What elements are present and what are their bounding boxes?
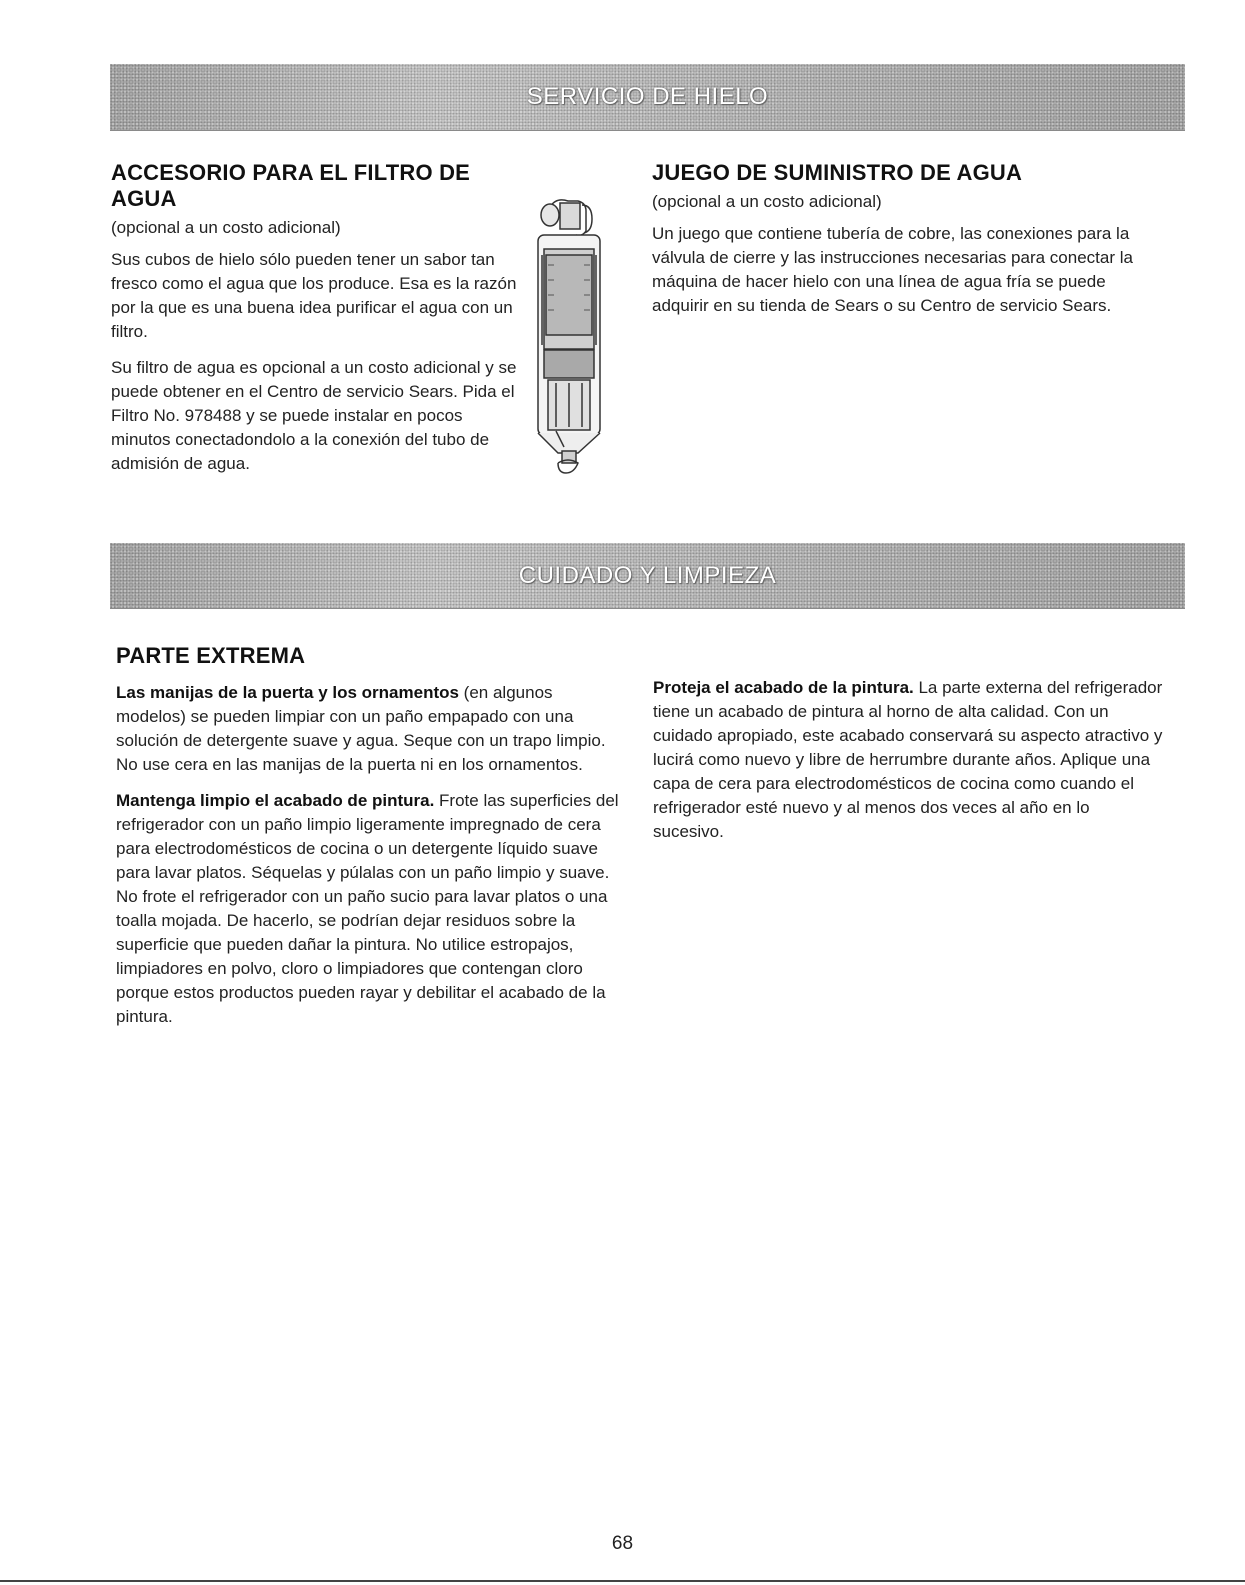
filter-accessory-section — [111, 160, 521, 488]
bold-lead: Las manijas de la puerta y los ornamentos — [116, 683, 459, 702]
page-number: 68 — [611, 1533, 634, 1554]
section-subtitle: (opcional a un costo adicional) — [111, 218, 341, 237]
water-filter-illustration — [528, 195, 608, 485]
bold-lead: Proteja el acabado de la pintura. — [653, 678, 914, 697]
paragraph — [653, 676, 1163, 844]
water-kit-section — [652, 160, 1162, 330]
banner-title: SERVICIO DE HIELO — [526, 83, 769, 110]
paragraph: Su filtro de agua es opcional a un costo adicional y se puede obtener en el Centro de servicio Sears. Pida el Filtro No. 978488 y se puede instalar en pocos minutos conectadondolo a la conexión del tubo de admisión de agua. — [111, 358, 517, 473]
care-cleaning-banner — [110, 543, 1185, 609]
bottom-rule — [0, 1580, 1245, 1582]
paragraph — [116, 789, 621, 1029]
section-heading: PARTE EXTREMA — [116, 643, 306, 668]
section-subtitle: (opcional a un costo adicional) — [652, 192, 882, 211]
section-heading: JUEGO DE SUMINISTRO DE AGUA — [652, 160, 1023, 185]
paragraph — [116, 681, 621, 777]
ice-service-banner — [110, 64, 1185, 131]
paragraph: Un juego que contiene tubería de cobre, las conexiones para la válvula de cierre y las instrucciones necesarias para conectar la máquina de hacer hielo con una línea de agua fría se puede adquirir en su tienda de Sears o su Centro de servicio Sears. — [652, 224, 1133, 315]
banner-title: CUIDADO Y LIMPIEZA — [518, 561, 777, 589]
paragraph-text: (en algunos modelos) se pueden limpiar con un paño empapado con una solución de detergente suave y agua. Seque con un trapo limpio. No use cera en las manijas de la puerta ni en los ornamentos. — [116, 683, 606, 774]
paragraph-text: La parte externa del refrigerador tiene un acabado de pintura al horno de alta calidad. Con un cuidado apropiado, este acabado conservará su aspecto atractivo y lucirá como nuevo y libre de herrumbre durante años. Aplique una capa de cera para electrodomésticos de cocina como cuando el refrigerador esté nuevo y al menos dos veces al año en lo sucesivo. — [653, 678, 1163, 841]
paragraph-text: Frote las superficies del refrigerador con un paño limpio ligeramente impregnado de cera para electrodomésticos de cocina o un detergente líquido suave para lavar platos. Séquelas y púlalas con un paño limpio y suave. No frote el refrigerador con un paño sucio para lavar platos o una toalla mojada. De hacerlo, se podrían dejar residuos sobre la superficie que pueden dañar la pintura. No utilice estropajos, limpiadores en polvo, cloro o limpiadores que contengan cloro porque estos productos pueden rayar y debilitar el acabado de la pintura. — [116, 791, 619, 1026]
paint-section — [653, 676, 1163, 856]
bold-lead: Mantenga limpio el acabado de pintura. — [116, 791, 435, 810]
paragraph: Sus cubos de hielo sólo pueden tener un sabor tan fresco como el agua que los produce. Esa es la razón por la que es una buena idea purificar el agua con un filtro. — [111, 250, 517, 341]
exterior-section — [116, 643, 621, 1041]
section-heading: ACCESORIO PARA EL FILTRO DE AGUA — [111, 160, 471, 211]
